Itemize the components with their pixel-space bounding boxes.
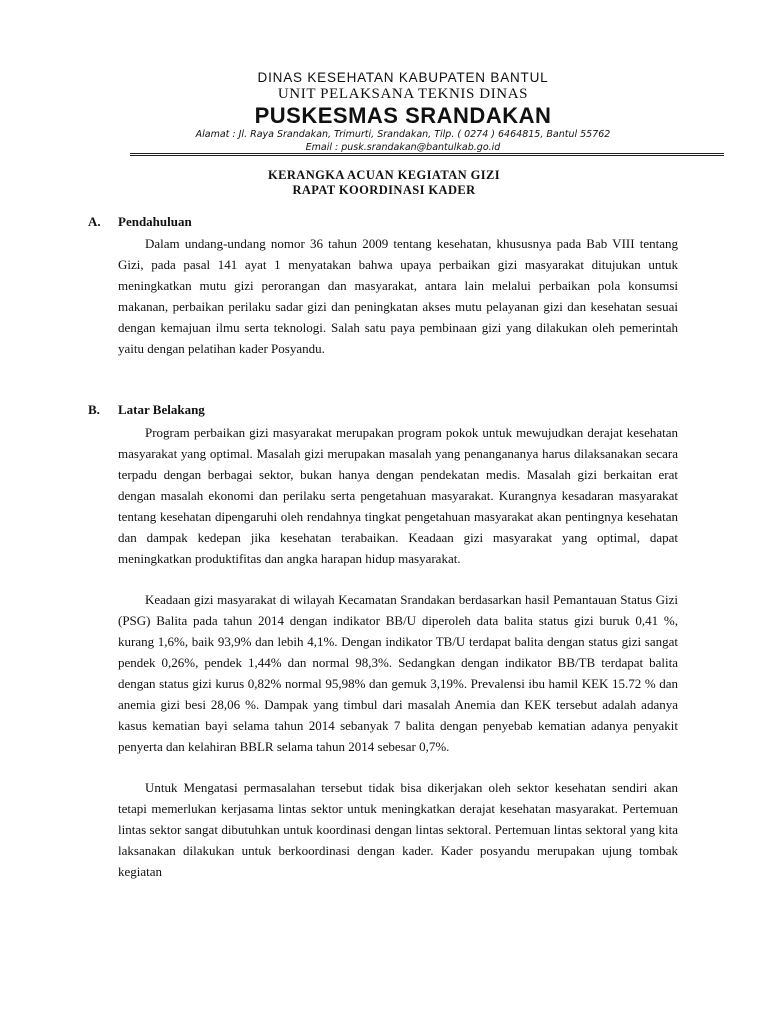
section-heading-pendahuluan — [88, 214, 192, 230]
letterhead-agency: DINAS KESEHATAN KABUPATEN BANTUL — [257, 70, 549, 85]
letterhead-divider-top — [130, 153, 724, 154]
paragraph-latar-belakang-2: Keadaan gizi masyarakat di wilayah Kecamatan Srandakan berdasarkan hasil Pemantauan Status Gizi (PSG) Balita pada tahun 2014 dengan indikator BB/U diperoleh data balita status gizi buruk 0,41 %, kurang 1,6%, baik 93,9% dan lebih 4,1%. Dengan indikator TB/U terdapat balita dengan status gizi sangat pendek 0,26%, pendek 1,44% dan normal 98,3%. Sedangkan dengan indikator BB/TB terdapat balita dengan status gizi kurus 0,82% normal 95,98% dan gemuk 3,19%. Prevalensi ibu hamil KEK 15.72 % dan anemia gizi besi 28,06 %. Dampak yang timbul dari masalah Anemia dan KEK tersebut adalah adanya kasus kematian bayi selama tahun 2014 sebanyak 7 balita dengan penyebab kematian adanya penyakit penyerta dan kelahiran BBLR selama tahun 2014 sebesar 0,7%. — [118, 592, 678, 754]
section-letter: A. — [88, 214, 101, 229]
paragraph-latar-belakang-3: Untuk Mengatasi permasalahan tersebut tidak bisa dikerjakan oleh sektor kesehatan sendiri akan tetapi memerlukan kerjasama lintas sektor untuk meningkatkan derajat kesehatan masyarakat. Pertemuan lintas sektor sangat dibutuhkan untuk koordinasi dengan lintas sektoral. Pertemuan lintas sektoral yang kita laksanakan dilakukan untuk berkoordinasi dengan kader. Kader posyandu merupakan ujung tombak kegiatan — [118, 780, 678, 879]
section-heading-latar-belakang — [88, 402, 205, 418]
paragraph-pendahuluan-1: Dalam undang-undang nomor 36 tahun 2009 tentang kesehatan, khususnya pada Bab VIII tentang Gizi, pada pasal 141 ayat 1 menyatakan bahwa upaya perbaikan gizi masyarakat ditujukan untuk meningkatkan mutu gizi perorangan dan masyarakat, antara lain melalui perbaikan pola konsumsi makanan, perbaikan perilaku sadar gizi dan peningkatan akses mutu pelayanan gizi dan kesehatan sesuai dengan kemajuan ilmu serta teknologi. Salah satu paya pembinaan gizi yang dilakukan oleh pemerintah yaitu dengan pelatihan kader Posyandu. — [118, 236, 678, 356]
paragraph-latar-belakang-1: Program perbaikan gizi masyarakat merupakan program pokok untuk mewujudkan derajat kesehatan masyarakat yang optimal. Masalah gizi merupakan masalah yang penangananya harus dilaksanakan secara terpadu dengan berbagai sektor, bukan hanya dengan pendekatan medis. Masalah gizi berkaitan erat dengan masalah ekonomi dan perilaku serta pengetahuan masyarakat. Kurangnya kesadaran masyarakat tentang kesehatan dipengaruhi oleh rendahnya tingkat pengetahuan masyarakat akan pentingnya kesehatan dan dampak kedepan jika kesehatan terabaikan. Keadaan gizi masyarakat yang optimal, dapat meningkatkan produktifitas dan angka harapan hidup masyarakat. — [118, 425, 678, 566]
letterhead-email: Email : pusk.srandakan@bantulkab.go.id — [305, 142, 501, 153]
letterhead-puskesmas-name: PUSKESMAS SRANDAKAN — [254, 103, 552, 128]
section-title: Latar Belakang — [118, 402, 205, 417]
letterhead — [0, 70, 768, 154]
section-title: Pendahuluan — [118, 214, 192, 229]
letterhead-address: Alamat : Jl. Raya Srandakan, Trimurti, Srandakan, Tilp. ( 0274 ) 6464815, Bantul 55762 — [195, 129, 611, 140]
letterhead-unit: UNIT PELAKSANA TEKNIS DINAS — [277, 86, 529, 102]
document-title — [0, 168, 768, 198]
document-title-line1: KERANGKA ACUAN KEGIATAN GIZI — [268, 168, 500, 182]
letterhead-divider-bottom — [130, 155, 724, 156]
document-title-line2: RAPAT KOORDINASI KADER — [292, 183, 476, 197]
section-letter: B. — [88, 402, 100, 417]
